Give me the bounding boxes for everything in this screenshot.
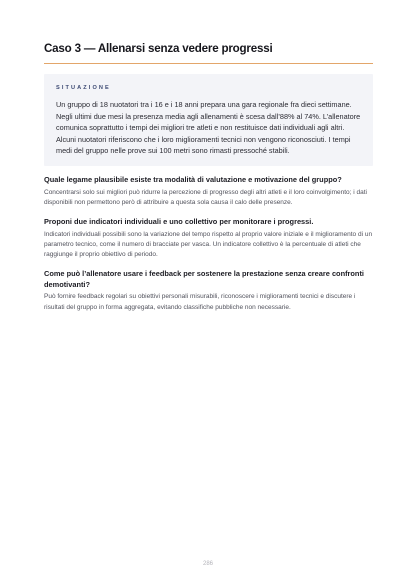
situation-box [44,74,373,166]
case-title: Caso 3 — Allenarsi senza vedere progressi [44,42,273,55]
page-content [44,41,373,313]
page-number: 286 [202,561,213,567]
question-1: Quale legame plausibile esiste tra modalità di valutazione e motivazione del gruppo? [44,174,342,184]
question-2: Proponi due indicatori individuali e uno collettivo per monitorare i progressi. [44,216,314,226]
question-3: Come può l’allenatore usare i feedback per sostenere la prestazione senza creare confronti demotivanti? [44,269,364,289]
answer-2: Indicatori individuali possibili sono la variazione del tempo rispetto al proprio valore iniziale e il miglioramento di un parametro tecnico, come il numero di bracciate per vasca. Un indicatore collettivo è la percentuale di atleti che raggiunge il proprio obiettivo di periodo. [44,230,373,258]
answer-1: Concentrarsi solo sui migliori può ridurre la percezione di progresso degli altri atleti e il loro coinvolgimento; i dati disponibili non permettono però di attribuire a questa sola causa il calo delle presenze. [44,188,367,206]
question-block-2 [44,217,373,260]
question-block-3 [44,269,373,313]
title-divider [44,63,373,64]
situation-text: Un gruppo di 18 nuotatori tra i 16 e i 18 anni prepara una gara regionale fra dieci settimane. Negli ultimi due mesi la presenza media agli allenamenti è scesa dall’88% al 74%. L’allenatore comunica soprattutto i tempi dei migliori tre atleti e non restituisce dati individuali agli altri. Alcuni nuotatori riferiscono che i loro miglioramenti tecnici non vengono riconosciuti. I tempi medi del gruppo nelle prove sui 100 metri sono rimasti pressoché stabili. [56,100,361,156]
question-block-1 [44,175,373,208]
answer-3: Può fornire feedback regolari su obiettivi personali misurabili, riconoscere i miglioramenti tecnici e discutere i risultati del gruppo in forma aggregata, evitando classifiche pubbliche non necessarie. [44,293,356,311]
situation-label: SITUAZIONE [56,85,111,91]
